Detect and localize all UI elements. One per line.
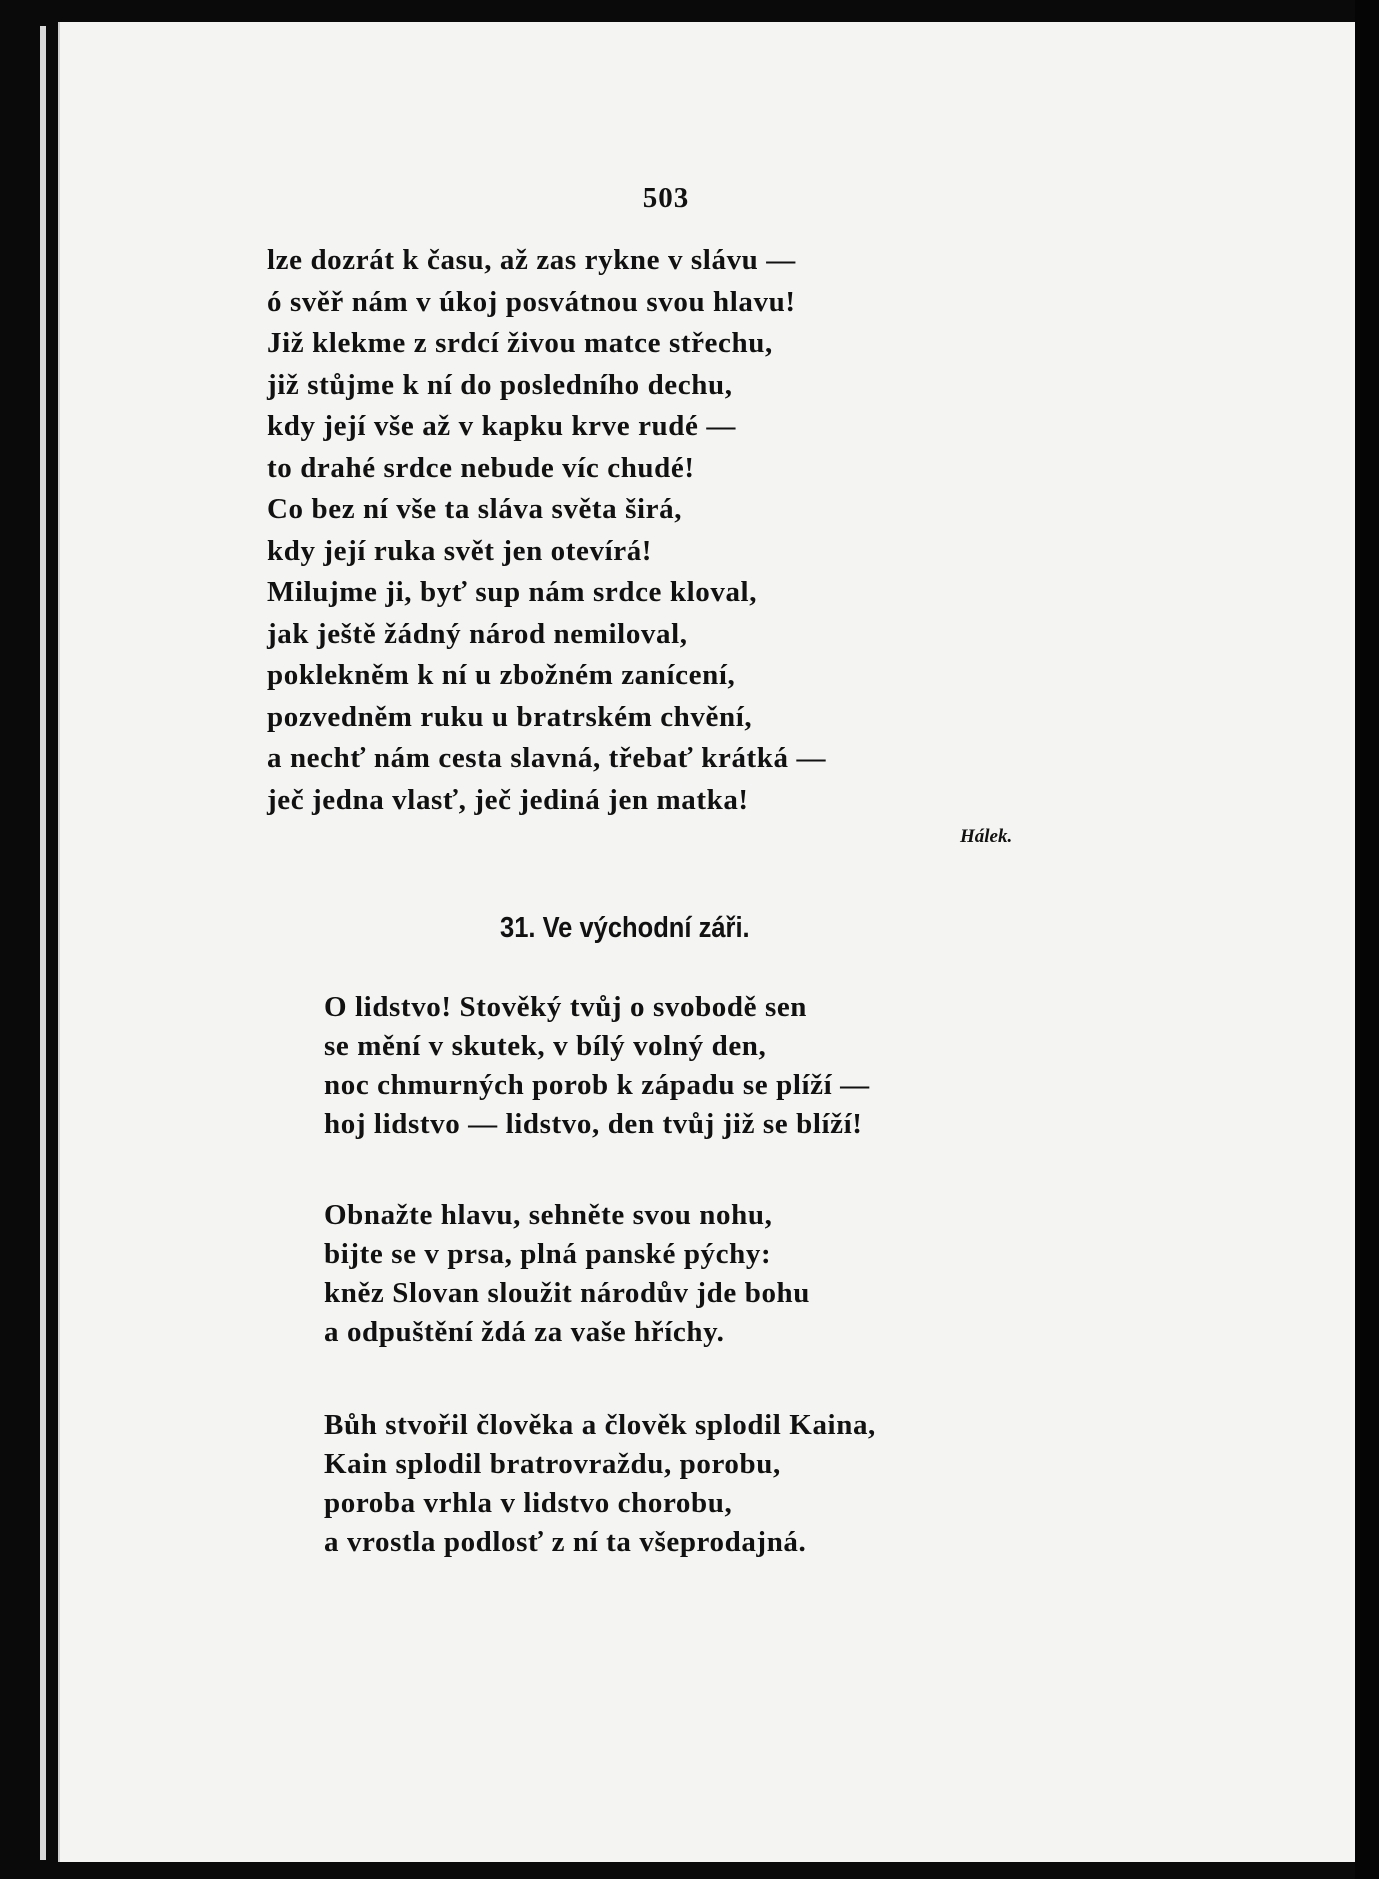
stanza-1 — [324, 988, 870, 1144]
verse-line: kněz Slovan sloužit národův jde bohu — [324, 1277, 810, 1309]
verse-line: noc chmurných porob k západu se plíží — — [324, 1069, 870, 1101]
poem-heading: 31. Ve východní záři. — [500, 912, 750, 944]
verse-line: O lidstvo! Stověký tvůj o svobodě sen — [324, 991, 808, 1023]
verse-line: hoj lidstvo — lidstvo, den tvůj již se blíží! — [324, 1108, 863, 1140]
verse-line: ó svěř nám v úkoj posvátnou svou hlavu! — [267, 285, 796, 318]
author-signature: Hálek. — [960, 826, 1013, 847]
verse-line: Milujme ji, byť sup nám srdce kloval, — [267, 576, 758, 608]
verse-line: Kain splodil bratrovraždu, porobu, — [324, 1448, 781, 1480]
verse-line: jak ještě žádný národ nemiloval, — [267, 617, 688, 650]
verse-line: se mění v skutek, v bílý volný den, — [324, 1030, 767, 1062]
verse-line: Již klekme z srdcí živou matce střechu, — [267, 327, 773, 359]
page-number: 503 — [642, 182, 690, 214]
verse-line: pozvedněm ruku u bratrském chvění, — [267, 700, 753, 733]
verse-line: a vrostla podlosť z ní ta všeprodajná. — [324, 1526, 807, 1558]
poem-continuation — [267, 240, 826, 821]
verse-line: kdy její vše až v kapku krve rudé — — [267, 410, 736, 442]
verse-line: to drahé srdce nebude víc chudé! — [267, 451, 695, 484]
verse-line: ječ jedna vlasť, ječ jediná jen matka! — [267, 783, 749, 816]
verse-line: poklekněm k ní u zbožném zanícení, — [267, 659, 736, 691]
verse-line: bijte se v prsa, plná panské pýchy: — [324, 1238, 772, 1270]
verse-line: poroba vrhla v lidstvo chorobu, — [324, 1487, 733, 1519]
verse-line: již stůjme k ní do posledního dechu, — [267, 368, 733, 401]
scan-right-edge — [1355, 0, 1379, 1879]
scan-left-edge — [40, 26, 46, 1860]
verse-line: a nechť nám cesta slavná, třebať krátká — — [267, 742, 827, 774]
verse-line: lze dozrát k času, až zas rykne v slávu — — [267, 244, 796, 276]
stanza-2 — [324, 1196, 810, 1352]
verse-line: a odpuštění ždá za vaše hříchy. — [324, 1316, 725, 1348]
verse-line: Bůh stvořil člověka a člověk splodil Kaina, — [324, 1409, 876, 1441]
verse-line: Obnažte hlavu, sehněte svou nohu, — [324, 1199, 773, 1231]
verse-line: Co bez ní vše ta sláva světa širá, — [267, 493, 683, 525]
stanza-3 — [324, 1406, 876, 1562]
verse-line: kdy její ruka svět jen otevírá! — [267, 534, 653, 567]
